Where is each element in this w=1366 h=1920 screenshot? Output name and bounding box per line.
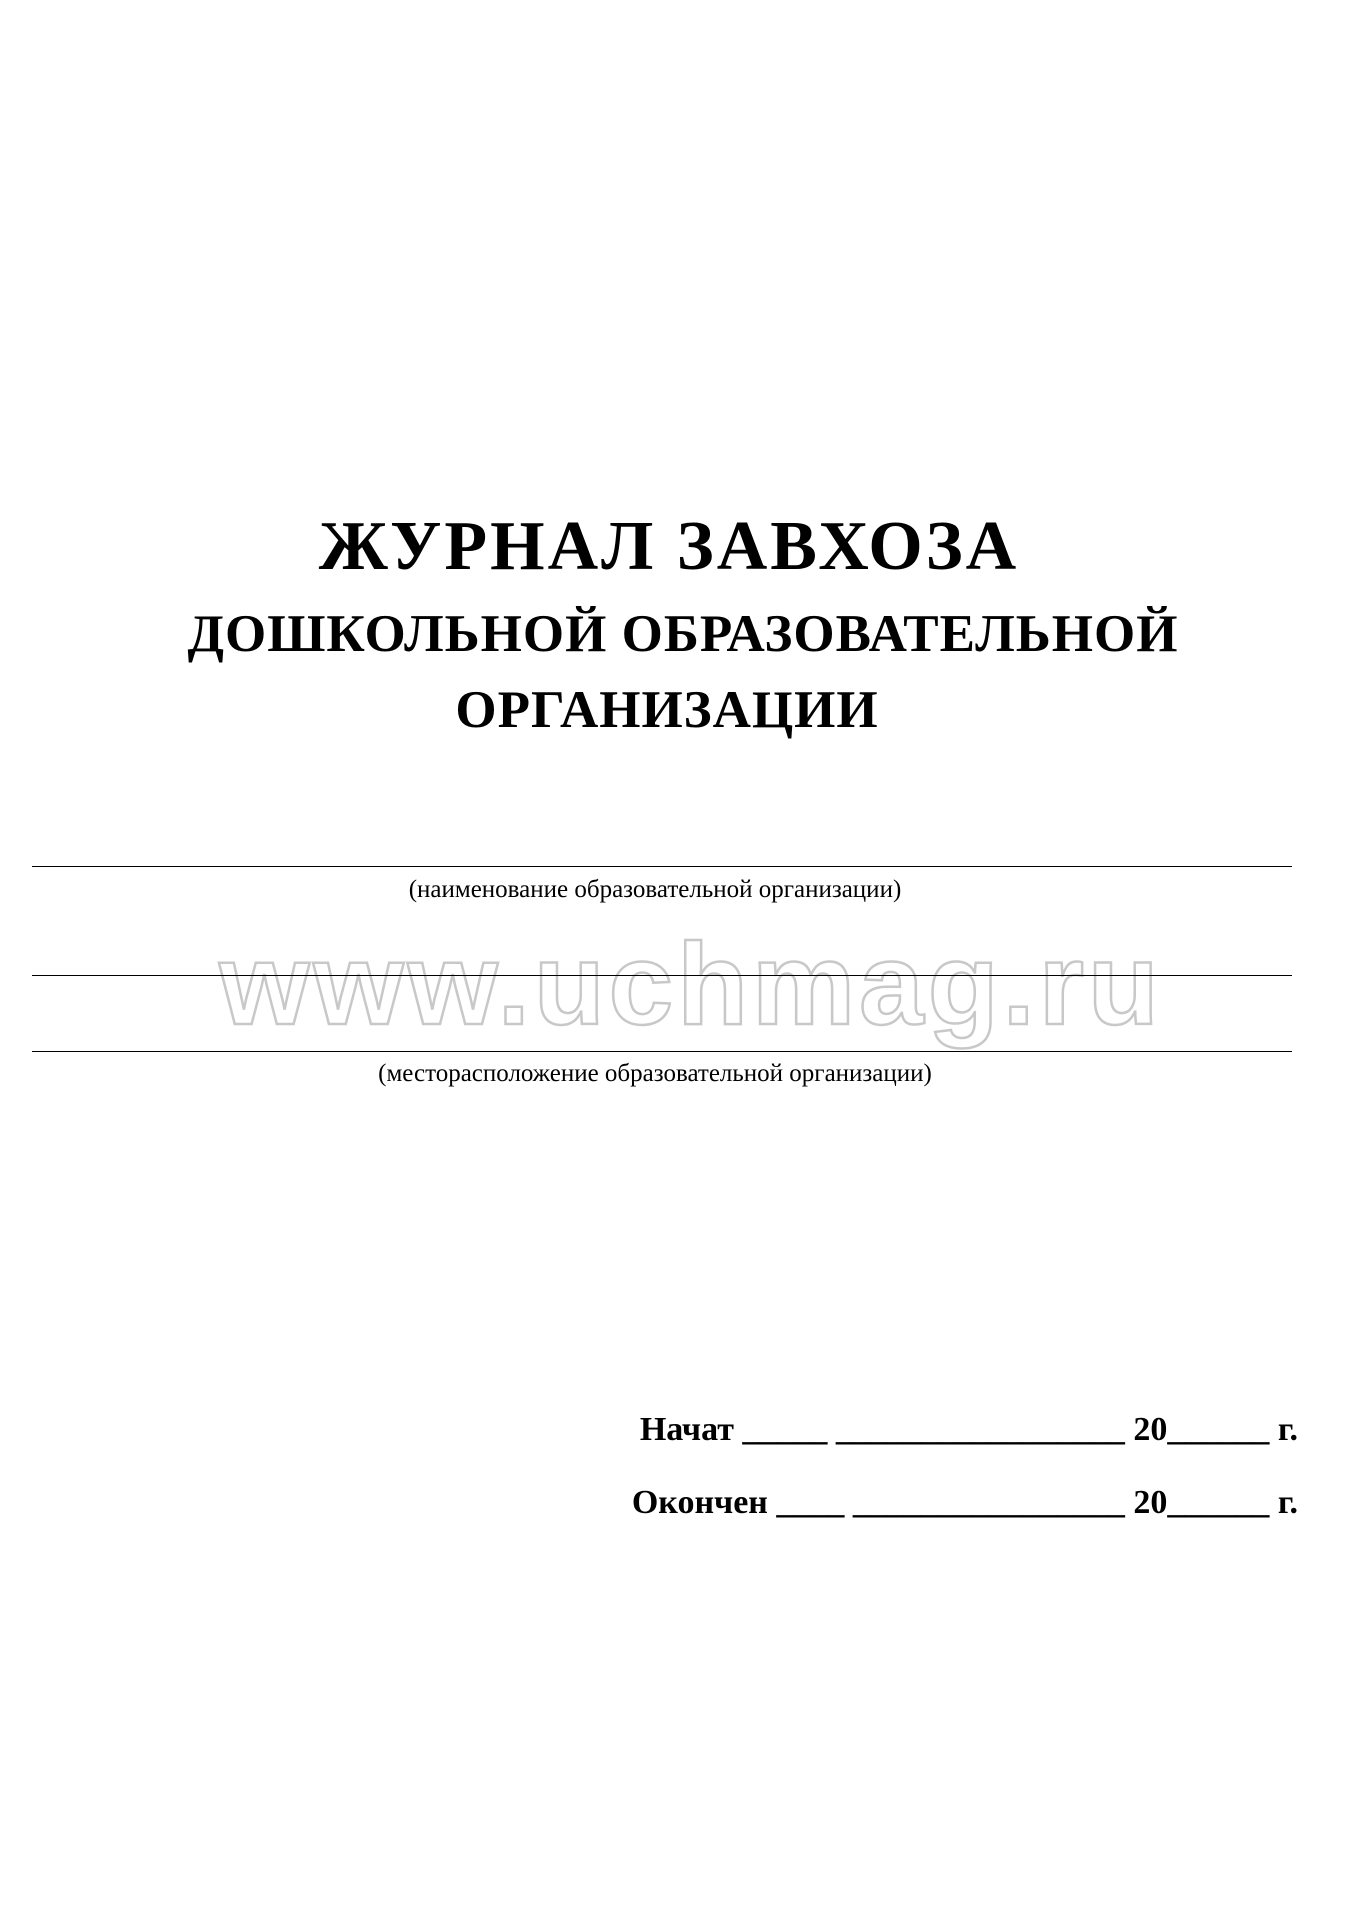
page-title: ЖУРНАЛ ЗАВХОЗА: [318, 508, 1020, 585]
subtitle-line-1: ДОШКОЛЬНОЙ ОБРАЗОВАТЕЛЬНОЙ: [187, 605, 1179, 663]
started-date-field: Начат _____ _________________ 20______ г.: [639, 1411, 1298, 1448]
finished-date-field: Окончен ____ ________________ 20______ г.: [631, 1484, 1298, 1521]
organization-name-line: [32, 866, 1292, 867]
watermark-text: www.uchmag.ru: [219, 919, 1163, 1049]
watermark: [0, 919, 1366, 1056]
organization-location-caption: (месторасположение образовательной организации): [378, 1060, 932, 1087]
organization-location-line: [32, 1051, 1292, 1052]
organization-name-line-2: [32, 975, 1292, 976]
organization-name-caption: (наименование образовательной организации): [408, 876, 902, 903]
subtitle-line-2: ОРГАНИЗАЦИИ: [455, 681, 879, 739]
